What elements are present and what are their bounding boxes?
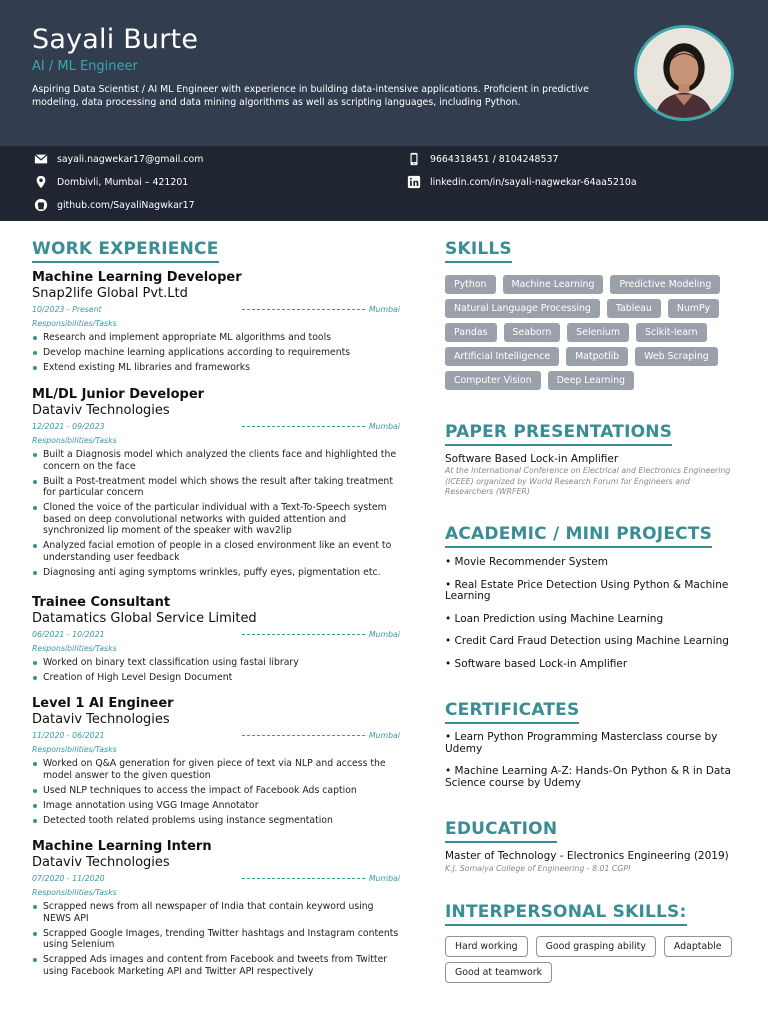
- list-item: Detected tooth related problems using instance segmentation: [32, 815, 400, 827]
- list-item: • Machine Learning A-Z: Hands-On Python & R in Data Science course by Udemy: [445, 765, 731, 789]
- job-location: Mumbai: [368, 305, 400, 314]
- dashed-divider: [242, 634, 365, 635]
- list-item: • Real Estate Price Detection Using Python & Machine Learning: [445, 578, 729, 602]
- job-company: Dataviv Technologies: [32, 712, 170, 727]
- job-meta: [32, 420, 400, 433]
- list-item: Develop machine learning applications according to requirements: [32, 347, 400, 359]
- list-item: Scrapped Google Images, trending Twitter hashtags and Instagram contents using Selenium: [32, 928, 400, 951]
- list-item: • Software based Lock-in Amplifier: [445, 657, 628, 670]
- list-item: Scrapped news from all newspaper of India that contain keyword using NEWS API: [32, 901, 400, 924]
- interpersonal-tag: Good at teamwork: [445, 962, 552, 983]
- profile-photo-illustration: [637, 28, 731, 118]
- job-meta: [32, 872, 400, 885]
- list-item: Creation of High Level Design Document: [32, 672, 400, 684]
- skill-tag: Scikit-learn: [636, 323, 707, 342]
- list-item: Cloned the voice of the particular individual with a Text-To-Speech system based on deep convolutional networks with guided attention and synchronized lip moment of the speaker with wav2lip: [32, 502, 400, 537]
- job-entry: [32, 595, 400, 687]
- skill-tag: Selenium: [567, 323, 629, 342]
- list-item: Built a Diagnosis model which analyzed the clients face and highlighted the concern on the face: [32, 449, 400, 472]
- contact-github[interactable]: [34, 197, 195, 213]
- phone-text: 9664318451 / 8104248537: [430, 153, 559, 165]
- paper-title: Software Based Lock-in Amplifier: [445, 453, 619, 465]
- interpersonal-tag: Hard working: [445, 936, 528, 957]
- job-company: Dataviv Technologies: [32, 855, 170, 870]
- skill-tag: Natural Language Processing: [445, 299, 600, 318]
- list-item: Research and implement appropriate ML algorithms and tools: [32, 332, 400, 344]
- list-item: • Credit Card Fraud Detection using Machine Learning: [445, 635, 729, 647]
- job-bullets: [32, 758, 400, 826]
- job-dates: 10/2023 - Present: [32, 305, 102, 314]
- education-school: K.J. Somaiya College of Engineering - 8.01 CGPI: [445, 864, 631, 873]
- skill-tag: Artificial Intelligence: [445, 347, 559, 366]
- skills-list: [445, 275, 745, 395]
- phone-icon: [407, 152, 421, 166]
- github-icon: [34, 198, 48, 212]
- job-title: Level 1 AI Engineer: [32, 696, 174, 711]
- job-bullets: [32, 332, 400, 374]
- job-dates: 12/2021 - 09/2023: [32, 422, 105, 431]
- skill-tag: Seaborn: [504, 323, 561, 342]
- interpersonal-skills-list: [445, 936, 745, 988]
- job-dates: 07/2020 - 11/2020: [32, 874, 105, 883]
- skills-heading: SKILLS: [445, 239, 512, 263]
- candidate-role: AI / ML Engineer: [32, 59, 138, 74]
- list-item: Worked on binary text classification using fastai library: [32, 657, 400, 669]
- email-text: sayali.nagwekar17@gmail.com: [57, 153, 204, 165]
- list-item: Used NLP techniques to access the impact of Facebook Ads caption: [32, 785, 400, 797]
- job-title: Machine Learning Developer: [32, 270, 242, 285]
- job-dates: 06/2021 - 10/2021: [32, 630, 105, 639]
- location-icon: [34, 175, 48, 189]
- job-entry: [32, 387, 400, 582]
- skill-tag: Predictive Modeling: [610, 275, 720, 294]
- contact-linkedin[interactable]: [407, 174, 637, 190]
- job-entry: [32, 696, 400, 830]
- dashed-divider: [242, 878, 365, 879]
- email-icon: [34, 152, 48, 166]
- work-experience-heading: WORK EXPERIENCE: [32, 239, 219, 263]
- job-location: Mumbai: [368, 731, 400, 740]
- skill-tag: Machine Learning: [503, 275, 604, 294]
- skill-tag: Python: [445, 275, 496, 294]
- skill-tag: Deep Learning: [548, 371, 634, 390]
- job-meta: [32, 729, 400, 742]
- location-text: Dombivli, Mumbai – 421201: [57, 176, 189, 188]
- education-degree: Master of Technology - Electronics Engineering (2019): [445, 850, 729, 862]
- list-item: Analyzed facial emotion of people in a closed environment like an event to understanding user feedback: [32, 540, 400, 563]
- paper-presentations-heading: PAPER PRESENTATIONS: [445, 422, 672, 446]
- skill-tag: Computer Vision: [445, 371, 541, 390]
- list-item: Scrapped Ads images and content from Facebook and tweets from Twitter using Facebook Marketing API and Twitter API respectively: [32, 954, 400, 977]
- skill-tag: Web Scraping: [635, 347, 718, 366]
- responsibilities-label: Responsibilities/Tasks: [32, 319, 117, 328]
- dashed-divider: [242, 735, 365, 736]
- candidate-name: Sayali Burte: [32, 24, 199, 55]
- contact-location: [34, 174, 188, 190]
- projects-list: [445, 557, 740, 681]
- job-meta: [32, 628, 400, 641]
- job-entry: [32, 270, 400, 377]
- contact-email[interactable]: [34, 151, 203, 167]
- education-heading: EDUCATION: [445, 819, 557, 843]
- list-item: Built a Post-treatment model which shows the result after taking treatment for particular concern: [32, 476, 400, 499]
- profile-photo: [634, 25, 734, 121]
- responsibilities-label: Responsibilities/Tasks: [32, 644, 117, 653]
- list-item: • Loan Prediction using Machine Learning: [445, 612, 664, 625]
- list-item: Image annotation using VGG Image Annotator: [32, 800, 400, 812]
- interpersonal-tag: Adaptable: [664, 936, 732, 957]
- skill-tag: Matpotlib: [566, 347, 628, 366]
- linkedin-icon: [407, 175, 421, 189]
- github-text: github.com/SayaliNagwkar17: [57, 199, 195, 211]
- profile-summary: Aspiring Data Scientist / AI ML Engineer with experience in building data-intensive applications. Proficient in predictive modeling, data processing and data mining algorithms as well as scripting languages, including Python.: [32, 84, 589, 108]
- skill-tag: NumPy: [668, 299, 719, 318]
- resume-header: [0, 0, 768, 146]
- responsibilities-label: Responsibilities/Tasks: [32, 888, 117, 897]
- job-bullets: [32, 657, 400, 684]
- interpersonal-tag: Good grasping ability: [536, 936, 656, 957]
- job-dates: 11/2020 - 06/2021: [32, 731, 105, 740]
- job-entry: [32, 839, 400, 981]
- job-bullets: [32, 901, 400, 977]
- job-company: Datamatics Global Service Limited: [32, 611, 257, 626]
- projects-heading: ACADEMIC / MINI PROJECTS: [445, 524, 712, 548]
- job-bullets: [32, 449, 400, 578]
- dashed-divider: [242, 426, 365, 427]
- responsibilities-label: Responsibilities/Tasks: [32, 436, 117, 445]
- linkedin-text: linkedin.com/in/sayali-nagwekar-64aa5210a: [430, 176, 637, 188]
- list-item: Diagnosing anti aging symptoms wrinkles, puffy eyes, pigmentation etc.: [32, 567, 400, 579]
- job-location: Mumbai: [368, 874, 400, 883]
- responsibilities-label: Responsibilities/Tasks: [32, 745, 117, 754]
- certificates-heading: CERTIFICATES: [445, 700, 579, 724]
- list-item: • Movie Recommender System: [445, 556, 608, 568]
- skill-tag: Tableau: [607, 299, 661, 318]
- job-location: Mumbai: [368, 422, 400, 431]
- job-location: Mumbai: [368, 630, 400, 639]
- list-item: Worked on Q&A generation for given piece of text via NLP and access the model answer to the given question: [32, 758, 400, 781]
- list-item: Extend existing ML libraries and frameworks: [32, 362, 400, 374]
- job-company: Dataviv Technologies: [32, 403, 170, 418]
- paper-description: At the International Conference on Electrical and Electronics Engineering (ICEEE) organized by World Research Forum for Engineers and Researchers (WRFER): [445, 466, 731, 496]
- list-item: • Learn Python Programming Masterclass course by Udemy: [445, 731, 718, 755]
- job-company: Snap2life Global Pvt.Ltd: [32, 286, 188, 301]
- job-title: Machine Learning Intern: [32, 839, 212, 854]
- certificates-list: [445, 732, 740, 800]
- job-title: ML/DL Junior Developer: [32, 387, 205, 402]
- skill-tag: Pandas: [445, 323, 497, 342]
- dashed-divider: [242, 309, 365, 310]
- job-title: Trainee Consultant: [32, 595, 171, 610]
- contact-bar: [0, 146, 768, 221]
- interpersonal-skills-heading: INTERPERSONAL SKILLS:: [445, 902, 687, 926]
- job-meta: [32, 303, 400, 316]
- contact-phone[interactable]: [407, 151, 558, 167]
